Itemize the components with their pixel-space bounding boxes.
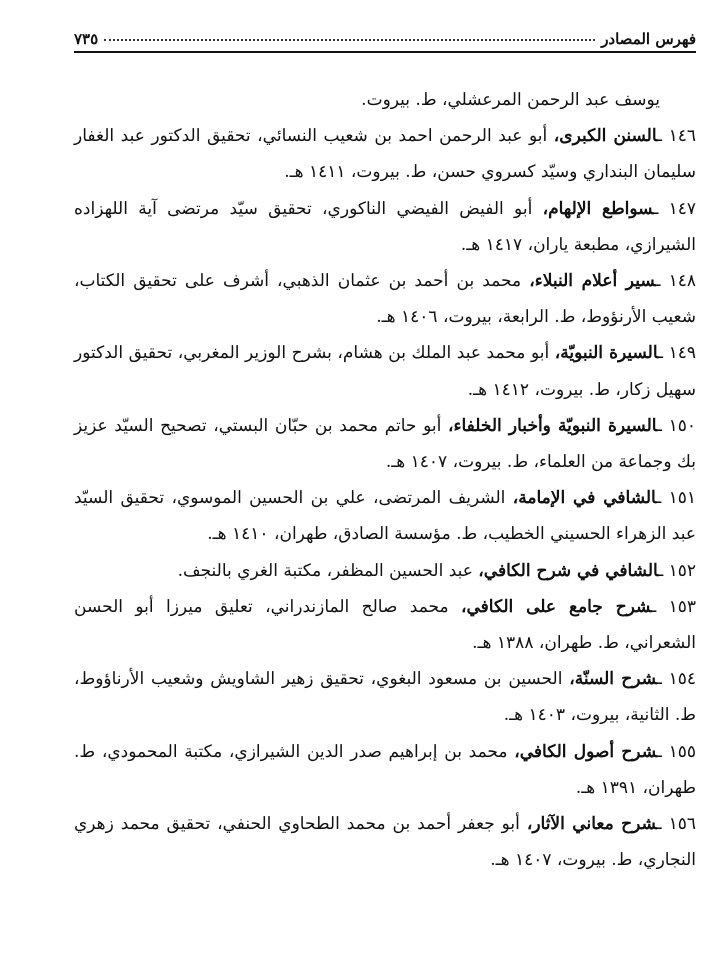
running-header <box>74 18 696 48</box>
header-leader-dots <box>104 39 595 41</box>
entry-details: محمد بن أحمد بن عثمان الذهبي، أشرف على تحقيق الكتاب، شعيب الأرنؤوط، ط. الرابعة، بيروت، ١٤٠٦ هـ. <box>74 271 696 328</box>
bibliography-entry <box>74 661 696 733</box>
entry-number: ١٥٢ ـ <box>658 560 696 581</box>
bibliography-entry <box>74 734 696 806</box>
entry-title: السيرة النبويّة وأخبار الخلفاء، <box>447 415 657 436</box>
entry-title: السيرة النبويّة، <box>554 343 659 364</box>
bibliography-entry <box>74 589 696 661</box>
entry-details: محمد صالح المازندراني، تعليق ميرزا أبو الحسن الشعراني، ط. طهران، ١٣٨٨ هـ. <box>74 596 696 654</box>
continuation-line: يوسف عبد الرحمن المرعشلي، ط. بيروت. <box>361 90 660 110</box>
entry-title: سواطع الإلهام، <box>542 198 654 219</box>
page-number: ٧٣٥ <box>74 30 99 48</box>
bibliography-body <box>74 82 696 878</box>
entry-details: أبو عبد الرحمن احمد بن شعيب النسائي، تحقيق الدكتور عبد الغفار سليمان البنداري وسيّد كسروي حسن، ط. بيروت، ١٤١١ هـ. <box>74 126 696 183</box>
entry-details: محمد بن إبراهيم صدر الدين الشيرازي، مكتبة المحمودي، ط. طهران، ١٣٩١ هـ. <box>74 741 696 798</box>
entry-title: شرح جامع على الكافي، <box>460 596 652 617</box>
entry-number: ١٤٩ ـ <box>658 343 696 364</box>
entry-title: شرح معاني الآثار، <box>526 814 657 835</box>
bibliography-entry <box>74 191 696 263</box>
entry-number: ١٥٤ ـ <box>656 669 696 690</box>
entry-details: أبو محمد عبد الملك بن هشام، بشرح الوزير المغربي، تحقيق الدكتور سهيل زكار، ط. بيروت، ١٤١٢ هـ. <box>74 343 696 400</box>
entry-number: ١٤٨ ـ <box>655 271 696 292</box>
entry-number: ١٥٠ ـ <box>656 415 697 436</box>
bibliography-entry <box>74 263 696 335</box>
entry-number: ١٥١ ـ <box>656 488 697 509</box>
entry-title: شرح السنّة، <box>569 669 657 690</box>
entry-number: ١٤٦ ـ <box>657 126 696 147</box>
bibliography-entry <box>74 480 696 552</box>
entry-number: ١٤٧ ـ <box>653 198 697 219</box>
bibliography-entry <box>74 408 696 480</box>
entry-title: الشافي في الإمامة، <box>512 488 657 509</box>
entry-number: ١٥٥ ـ <box>656 741 696 762</box>
entry-title: السنن الكبرى، <box>553 126 658 147</box>
bibliography-entry <box>74 553 696 589</box>
bibliography-entry <box>74 806 696 878</box>
entry-details: أبو جعفر أحمد بن محمد الطحاوي الحنفي، تحقيق محمد زهري النجاري، ط. بيروت، ١٤٠٧ هـ. <box>74 814 696 871</box>
entry-details: الحسين بن مسعود البغوي، تحقيق زهير الشاويش وشعيب الأرناؤوط، ط. الثانية، بيروت، ١٤٠٣ هـ. <box>74 669 696 726</box>
entry-details: أبو الفيض الفيضي الناكوري، تحقيق سيّد مرتضى آية اللهزاده الشيرازي، مطبعة ياران، ١٤١٧ هـ. <box>74 198 696 255</box>
entry-details: الشريف المرتضى، علي بن الحسين الموسوي، تحقيق السيّد عبد الزهراء الحسيني الخطيب، ط. مؤسسة الصادق، طهران، ١٤١٠ هـ. <box>74 488 696 545</box>
entry-list <box>74 118 696 878</box>
header-title: فهرس المصادر <box>601 30 696 48</box>
entry-title: الشافي في شرح الكافي، <box>478 560 659 581</box>
entry-details: أبو حاتم محمد بن حبّان البستي، تصحيح السيّد عزيز بك وجماعة من العلماء، ط. بيروت، ١٤٠٧ هـ. <box>74 415 696 473</box>
entry-title: سير أعلام النبلاء، <box>529 271 656 292</box>
bibliography-entry <box>74 118 696 190</box>
entry-number: ١٥٦ ـ <box>656 814 696 835</box>
entry-details: عبد الحسين المظفر، مكتبة الغري بالنجف. <box>177 560 479 581</box>
bibliography-entry <box>74 335 696 407</box>
entry-number: ١٥٣ ـ <box>651 596 696 617</box>
entry-title: شرح أصول الكافي، <box>514 741 657 762</box>
header-divider <box>74 51 696 53</box>
